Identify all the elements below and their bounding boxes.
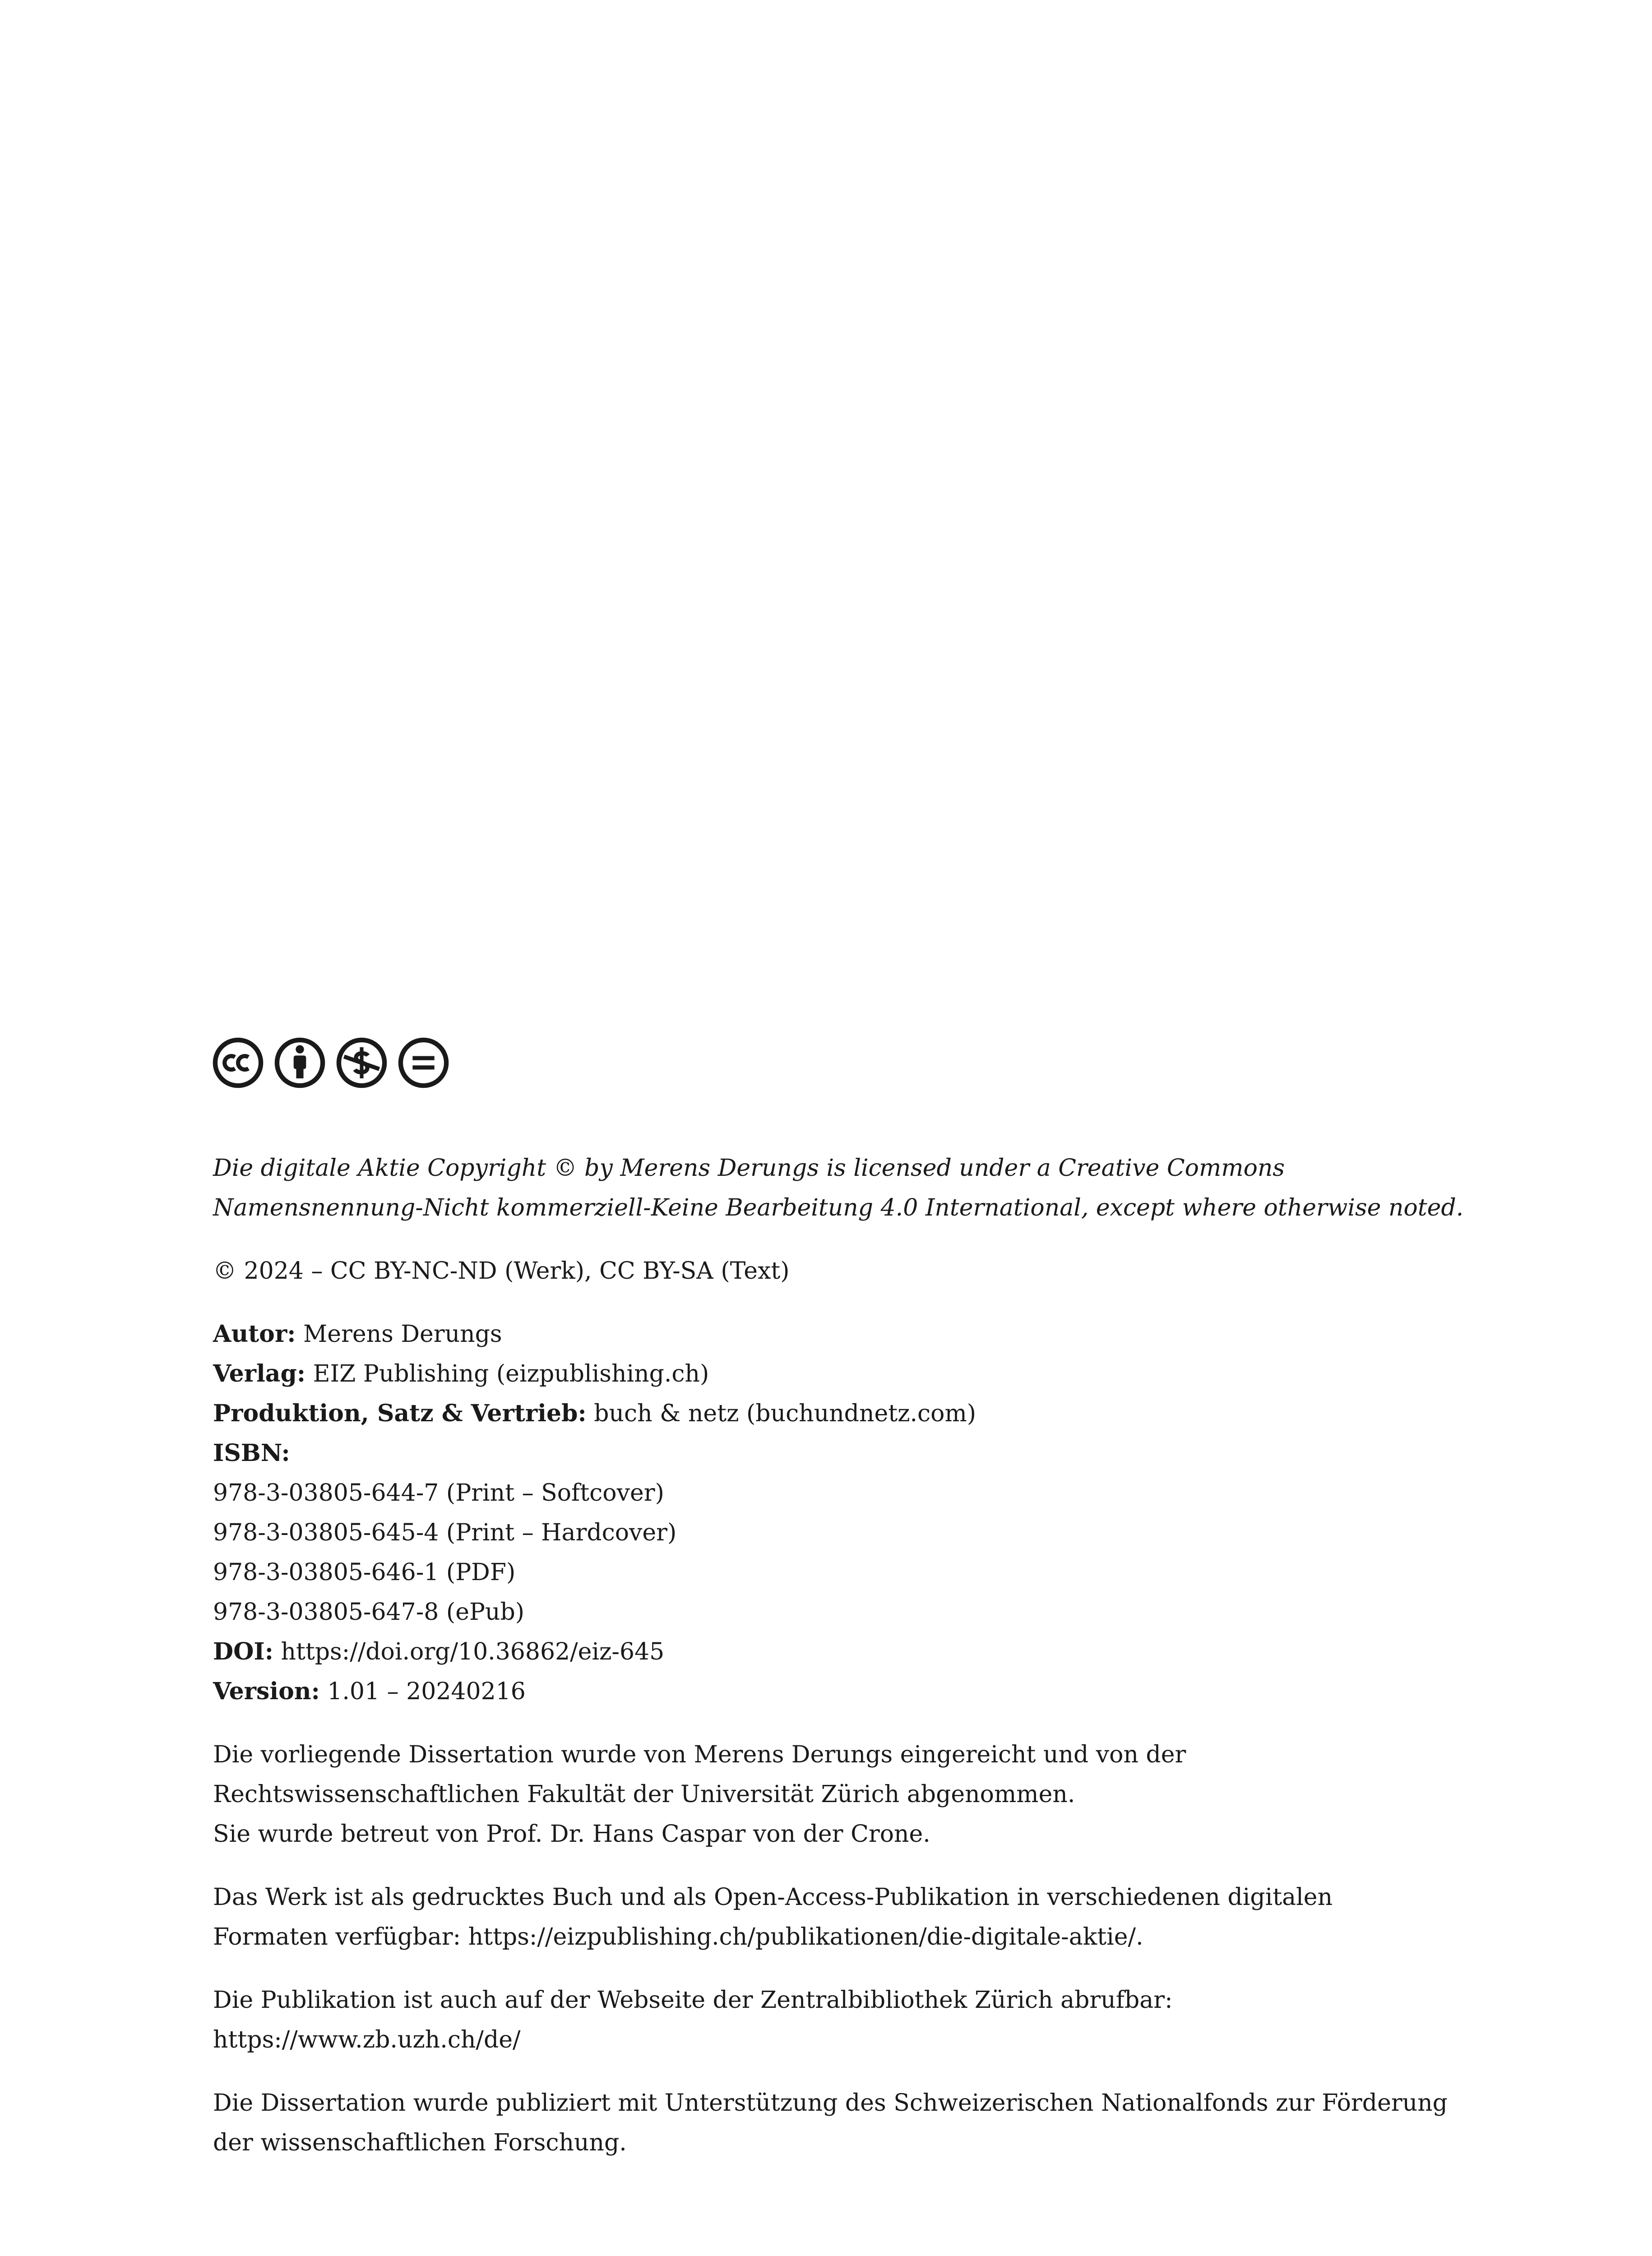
formats-paragraph: Das Werk ist als gedrucktes Buch und als Open-Access-Publikation in verschiedenen digitalen Formaten verfügbar: https://eizpublishing.ch/publikationen/die-digitale-aktie/. xyxy=(213,1884,1333,1951)
publisher-row xyxy=(213,1354,1467,1394)
version-value: 1.01 – 20240216 xyxy=(319,1678,526,1705)
license-icons xyxy=(212,1037,449,1089)
license-statement xyxy=(213,1148,1467,1228)
version-label: Version: xyxy=(213,1678,320,1705)
license-line: Die digitale Aktie Copyright © by Merens Derungs is licensed under a Creative Commons xyxy=(213,1155,1285,1182)
dissertation-paragraph: Die vorliegende Dissertation wurde von Merens Derungs eingereicht und von der Rechtswissenschaftlichen Fakultät der Universität Zürich abgenommen. Sie wurde betreut von Prof. Dr. Hans Caspar von der Crone. xyxy=(213,1741,1186,1848)
author-row xyxy=(213,1314,1467,1354)
isbn-item: 978-3-03805-646-1 (PDF) xyxy=(213,1559,516,1586)
doi-label: DOI: xyxy=(213,1638,273,1665)
isbn-item: 978-3-03805-647-8 (ePub) xyxy=(213,1599,525,1626)
author-value: Merens Derungs xyxy=(296,1321,502,1348)
doi-value: https://doi.org/10.36862/eiz-645 xyxy=(273,1638,665,1665)
isbn-item: 978-3-03805-644-7 (Print – Softcover) xyxy=(213,1479,664,1507)
publication-metadata xyxy=(213,1314,1467,1711)
by-icon xyxy=(274,1037,326,1089)
imprint-text xyxy=(213,1148,1467,2163)
production-row xyxy=(213,1394,1467,1433)
isbn-item: 978-3-03805-645-4 (Print – Hardcover) xyxy=(213,1519,677,1546)
nc-icon xyxy=(336,1037,388,1089)
isbn-label: ISBN: xyxy=(213,1439,290,1467)
author-label: Autor: xyxy=(213,1320,296,1348)
library-paragraph: Die Publikation ist auch auf der Webseite der Zentralbibliothek Zürich abrufbar: https://www.zb.uzh.ch/de/ xyxy=(213,1987,1173,2053)
doi-row xyxy=(213,1632,1467,1672)
funding-paragraph: Die Dissertation wurde publiziert mit Unterstützung des Schweizerischen Nationalfonds zur Förderung der wissenschaftlichen Forschung. xyxy=(213,2090,1448,2156)
production-label: Produktion, Satz & Vertrieb: xyxy=(213,1400,587,1427)
version-row xyxy=(213,1672,1467,1711)
nd-icon xyxy=(398,1037,449,1089)
production-value: buch & netz (buchundnetz.com) xyxy=(586,1400,976,1427)
publisher-label: Verlag: xyxy=(213,1360,306,1387)
cc-icon xyxy=(212,1037,264,1089)
copyright-line: © 2024 – CC BY-NC-ND (Werk), CC BY-SA (Text) xyxy=(213,1257,790,1285)
publisher-value: EIZ Publishing (eizpublishing.ch) xyxy=(305,1360,709,1387)
license-line: Namensnennung-Nicht kommerziell-Keine Bearbeitung 4.0 International, except where otherwise noted. xyxy=(213,1194,1464,1221)
